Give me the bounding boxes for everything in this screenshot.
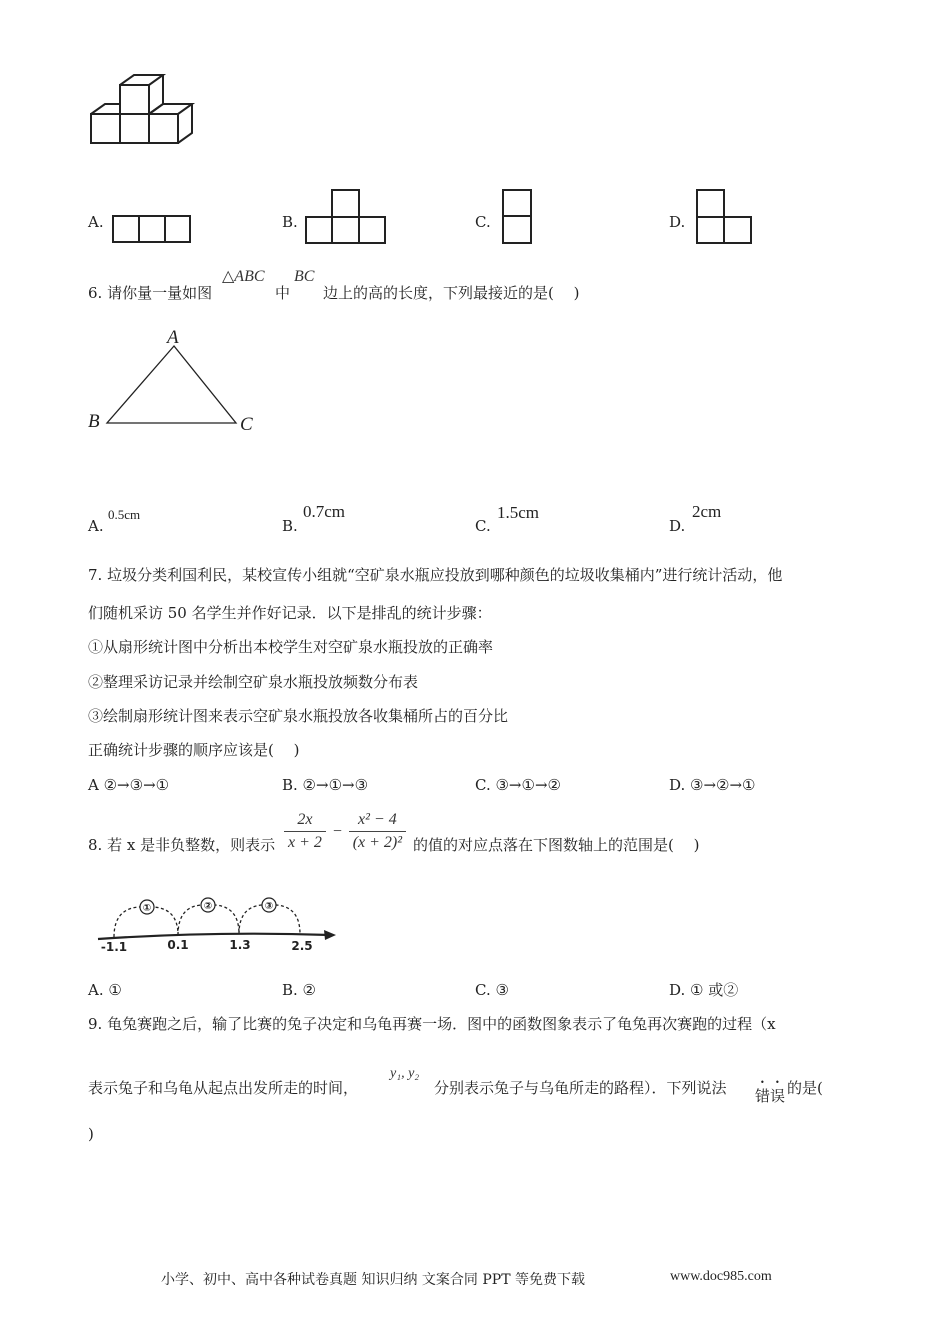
q7-line2: 们随机采访 50 名学生并作好记录．以下是排乱的统计步骤： [88, 604, 492, 622]
q6-option-a-value: 0.5cm [108, 507, 141, 522]
q6-side: BC [294, 268, 315, 285]
q9-line2-start: 表示兔子和乌龟从起点出发所走的时间， [88, 1079, 359, 1097]
q9-line1: 9. 龟兔赛跑之后，输了比赛的兔子决定和乌龟再赛一场．图中的函数图象表示了龟兔再次赛跑的过程（x [88, 1015, 776, 1033]
q8-option-c[interactable]: C. ③ [475, 981, 509, 999]
q5-option-a-view [112, 215, 192, 245]
tick-label-2: 0.1 [167, 938, 189, 952]
q5-option-d-view [696, 189, 754, 245]
q8-option-d[interactable]: D. ① 或② [669, 981, 739, 999]
q8-frac2-numerator: x² − 4 [349, 809, 406, 832]
q7-option-a[interactable]: A ②→③→① [88, 776, 170, 794]
q5-option-c-view [502, 189, 534, 245]
q8-minus-sign: − [331, 822, 343, 840]
vertex-c-label: C [240, 414, 253, 435]
footer-link[interactable]: www.doc985.com [670, 1269, 772, 1284]
q8-expression [284, 809, 406, 854]
q7-line1: 7. 垃圾分类利国利民，某校宣传小组就“空矿泉水瓶应投放到哪种颜色的垃圾收集桶内”进行统计活动，他 [88, 566, 783, 584]
q7-step1: ①从扇形统计图中分析出本校学生对空矿泉水瓶投放的正确率 [88, 638, 494, 656]
q5-option-b-letter: B. [282, 213, 298, 231]
q5-option-b-view [305, 189, 387, 245]
q8-frac1-denominator: x + 2 [288, 834, 322, 851]
q5-option-a-letter: A. [88, 213, 104, 231]
q6-option-b-value: 0.7cm [303, 502, 346, 521]
q6-suffix: 边上的高的长度，下列最接近的是( ) [323, 284, 580, 302]
triangle-abc-figure [86, 326, 266, 436]
q6-mid: 中 [275, 284, 291, 302]
q9-line3: ) [88, 1125, 94, 1143]
q5-option-c-letter: C. [475, 213, 491, 231]
vertex-b-label: B [88, 411, 100, 432]
q8-option-b[interactable]: B. ② [282, 981, 317, 999]
q6-prefix: 6. 请你量一量如图 [88, 284, 213, 302]
q9-y-symbols: y₁, y₂ [390, 1066, 420, 1081]
q6-triangle-symbol: △ABC [222, 268, 265, 285]
q6-option-a-letter: A. [88, 517, 104, 535]
q7-option-c[interactable]: C. ③→①→② [475, 776, 561, 794]
q8-suffix: 的值的对应点落在下图数轴上的范围是( ) [413, 836, 700, 854]
arc-1-label: ① [142, 903, 152, 914]
q6-option-d-value: 2cm [692, 502, 722, 521]
q5-option-d-letter: D. [669, 213, 686, 231]
q7-option-d[interactable]: D. ③→②→① [669, 776, 756, 794]
q8-frac1-numerator: 2x [284, 809, 326, 832]
q8-fraction-1 [284, 809, 326, 854]
q7-step3: ③绘制扇形统计图来表示空矿泉水瓶投放各收集桶所占的百分比 [88, 707, 509, 725]
q7-option-b[interactable]: B. ②→①→③ [282, 776, 369, 794]
q6-option-b-letter: B. [282, 517, 298, 535]
q7-step2: ②整理采访记录并绘制空矿泉水瓶投放频数分布表 [88, 673, 419, 691]
arc-3-label: ③ [264, 901, 274, 912]
tick-label-3: 1.3 [229, 938, 251, 952]
tick-label-4: 2.5 [291, 939, 313, 953]
q9-line2-end: 的是( [787, 1079, 823, 1097]
tick-label-1: -1.1 [100, 940, 128, 954]
q8-fraction-2 [349, 809, 406, 854]
q8-prefix: 8. 若 x 是非负整数，则表示 [88, 836, 276, 854]
q6-option-c-value: 1.5cm [497, 503, 540, 522]
q6-option-c-letter: C. [475, 517, 491, 535]
q6-option-d-letter: D. [669, 517, 686, 535]
q8-frac2-denominator: (x + 2)² [352, 834, 403, 851]
arc-2-label: ② [203, 901, 213, 912]
q7-question: 正确统计步骤的顺序应该是( ) [88, 741, 300, 759]
footer-left-text: 小学、初中、高中各种试卷真题 知识归纳 文案合同 PPT 等免费下载 [161, 1272, 585, 1288]
q9-line2-mid: 分别表示兔子与乌龟所走的路程）．下列说法 [434, 1079, 727, 1097]
q8-option-a[interactable]: A. ① [88, 981, 122, 999]
cube-stack-figure [88, 74, 198, 146]
number-line-figure [94, 893, 344, 953]
vertex-a-label: A [167, 327, 179, 348]
q9-emphasis-word: 错误 [755, 1087, 786, 1105]
